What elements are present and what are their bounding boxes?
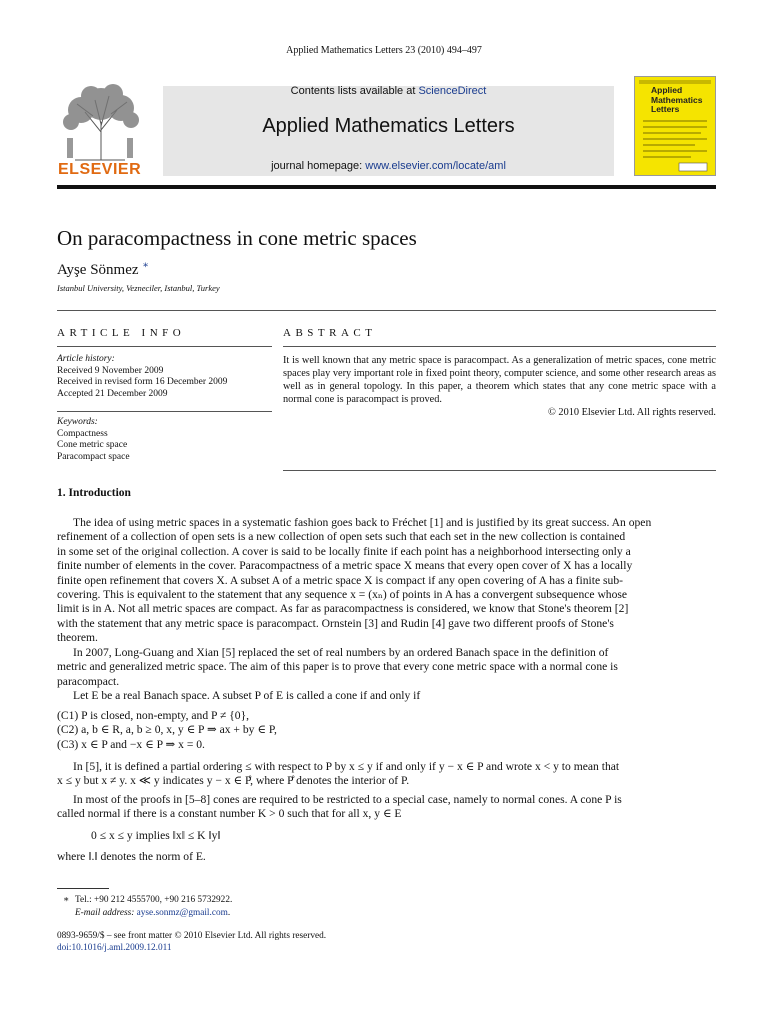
history-item: Received 9 November 2009 [57,365,164,376]
introduction-heading: 1. Introduction [57,487,131,499]
cover-title-line: Letters [651,104,680,114]
cone-conditions [57,709,716,752]
header-divider [57,185,716,189]
history-label: Article history: [57,354,115,364]
text-line: finite open refinement that covers X. A subset A of a metric space X is compact if any open covering of A has a finite sub- [57,573,624,587]
text-line: theorem. [57,631,98,645]
intro-paragraph-3 [57,689,716,703]
cover-title-line: Applied [651,85,683,95]
journal-citation: Applied Mathematics Letters 23 (2010) 494–497 [286,45,482,56]
title-divider [57,310,716,311]
abstract-text: It is well known that any metric space is paracompact. As a generalization of metric spaces, cone metric spaces play very important role in fixed point theory, computer science, and some other research areas as well as in general topology. In this paper, a theorem which states that any cone metric space with a normal cone is paracompact is proved. [283,355,716,405]
contents-prefix: Contents lists available at [290,85,419,97]
text-line: In most of the proofs in [5–8] cones are required to be restricted to a special case, namely to normal cones. A cone P is [73,793,622,806]
contents-line [163,85,614,97]
text-line: Let E be a real Banach space. A subset P of E is called a cone if and only if [73,689,421,702]
homepage-prefix: journal homepage: [271,160,366,172]
text-line: refinement of a collection of open sets is a new collection of open sets such that each set in the new collection is contained [57,530,626,544]
text-line: in some set of the original collection. A cover is said to be locally finite if each point has a neighborhood intersecting only a [57,544,631,558]
text-line: with the statement that any metric space is paracompact. Ornstein [3] and Rudin [4] gave two different proofs of Stone's [57,616,614,630]
text-line: In 2007, Long-Guang and Xian [5] replaced the set of real numbers by an ordered Banach space in the definition of [73,646,609,659]
front-matter-line: 0893-9659/$ – see front matter © 2010 Elsevier Ltd. All rights reserved. [57,931,327,941]
history-divider [57,411,272,412]
abstract-copyright: © 2010 Elsevier Ltd. All rights reserved. [548,407,716,418]
footnote-email [75,908,230,918]
normal-cone-equation: 0 ≤ x ≤ y implies ‖x‖ ≤ K ‖y‖ [91,829,221,842]
text-line: In [5], it is defined a partial ordering ≤ with respect to P by x ≤ y if and only if y − x ∈ P and wrote x < y to mean that [73,760,620,773]
keyword-item: Cone metric space [57,440,128,450]
intro-paragraph-5 [57,793,716,822]
author-line [57,260,149,279]
article-info-heading: ARTICLE INFO [57,327,186,339]
sciencedirect-link[interactable]: ScienceDirect [418,85,487,97]
abstract-bottom-divider [283,470,716,471]
abstract-body [283,354,716,419]
text-line: called normal if there is a constant number K > 0 such that for all x, y ∈ E [57,807,402,821]
intro-paragraph-2 [57,646,716,689]
author-affiliation: Istanbul University, Vezneciler, Istanbul, Turkey [57,283,220,293]
text-line: limit is in A. Not all metric spaces are compact. As far as paracompactness is considered, we know that Stone's theorem [2] [57,602,629,616]
email-suffix: . [227,908,231,918]
intro-paragraph-6: where ‖.‖ denotes the norm of E. [57,850,206,863]
history-item: Accepted 21 December 2009 [57,388,168,399]
keywords-label: Keywords: [57,417,98,427]
email-label: E-mail address: [75,908,137,918]
keywords [57,417,272,463]
footnote-rule [57,888,109,889]
footnote-mark: ∗ [63,895,70,905]
text-line: The idea of using metric spaces in a systematic fashion goes back to Fréchet [1] and is justified by its great success. An open [73,516,652,529]
author-name: Ayşe Sönmez [57,262,139,278]
article-info-divider [57,346,272,347]
abstract-divider [283,346,716,347]
homepage-line [163,160,614,172]
doi-link[interactable]: doi:10.1016/j.aml.2009.12.011 [57,943,172,953]
article-history [57,354,272,400]
homepage-link[interactable]: www.elsevier.com/locate/aml [365,160,506,172]
keyword-item: Paracompact space [57,451,130,462]
cover-title [651,86,703,115]
history-item: Received in revised form 16 December 2009 [57,377,228,387]
text-line: finite number of elements in the cover. Paracompactness of a metric space X means that every open cover of X has a locally [57,559,633,573]
text-line: x ≤ y but x ≠ y. x ≪ y indicates y − x ∈ P̊, where P̊ denotes the interior of P. [57,774,410,788]
condition-item: (C1) P is closed, non-empty, and P ≠ {0}, [57,709,250,722]
condition-item: (C2) a, b ∈ R, a, b ≥ 0, x, y ∈ P ⇒ ax + by ∈ P, [57,723,277,737]
author-footnote-mark[interactable]: ∗ [142,260,150,271]
tree-icon [55,82,147,162]
intro-paragraph-1 [57,516,716,646]
paper-title: On paracompactness in cone metric spaces [57,226,417,250]
email-link[interactable]: ayse.sonmz@gmail.com [136,908,228,918]
cover-title-line: Mathematics [651,94,703,105]
publisher-name: ELSEVIER [58,161,142,178]
journal-title: Applied Mathematics Letters [262,115,515,137]
text-line: covering. This is equivalent to the statement that any sequence x = (xₙ) of points in A has a convergent subsequence whose [57,588,628,602]
keyword-item: Compactness [57,428,108,439]
intro-paragraph-4 [57,760,716,789]
condition-item: (C3) x ∈ P and −x ∈ P ⇒ x = 0. [57,737,205,751]
text-line: paracompact. [57,674,120,688]
footnote-tel: Tel.: +90 212 4555700, +90 216 5732922. [75,895,233,905]
abstract-heading: ABSTRACT [283,327,377,339]
text-line: metric and generalized metric space. The aim of this paper is to prove that every cone metric space with a normal cone is [57,660,618,674]
